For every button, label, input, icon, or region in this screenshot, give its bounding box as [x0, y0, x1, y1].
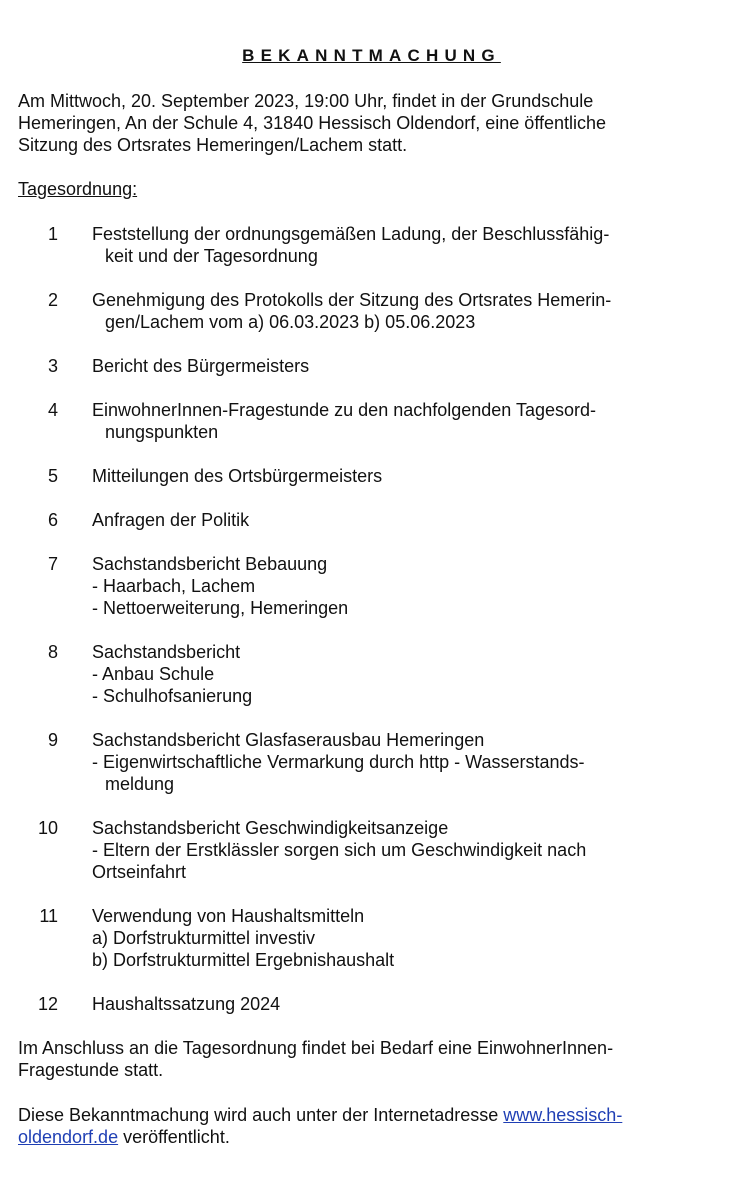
agenda-item-line: Genehmigung des Protokolls der Sitzung des Ortsrates Hemerin- — [92, 290, 612, 310]
agenda-item-line: gen/Lachem vom a) 06.03.2023 b) 05.06.2023 — [105, 312, 476, 332]
agenda-item — [18, 905, 703, 971]
closing-line: Im Anschluss an die Tagesordnung findet bei Bedarf eine EinwohnerInnen- — [18, 1038, 614, 1058]
agenda-item-number: 4 — [47, 400, 58, 420]
agenda-item — [18, 553, 703, 619]
agenda-item-number: 11 — [39, 906, 58, 926]
agenda-item — [18, 729, 703, 795]
agenda-item-number: 7 — [47, 554, 58, 574]
intro-paragraph — [18, 90, 703, 156]
agenda-item-line: - Haarbach, Lachem — [92, 576, 256, 596]
agenda-item-line: Sachstandsbericht Geschwindigkeitsanzeige — [92, 818, 449, 838]
agenda-item-line: Mitteilungen des Ortsbürgermeisters — [92, 466, 383, 486]
agenda-item-number: 12 — [37, 994, 58, 1014]
agenda-item-line: Feststellung der ordnungsgemäßen Ladung, der Beschlussfähig- — [92, 224, 610, 244]
agenda-item — [18, 355, 703, 377]
agenda-item — [18, 399, 703, 443]
agenda-item-text — [58, 399, 703, 443]
agenda-item-text — [58, 509, 703, 531]
agenda-item — [18, 641, 703, 707]
agenda-item-line: Ortseinfahrt — [92, 862, 187, 882]
footer-text-end: veröffentlicht. — [118, 1127, 230, 1147]
agenda-item — [18, 289, 703, 333]
agenda-item-line: Sachstandsbericht Bebauung — [92, 554, 328, 574]
agenda-item-text — [58, 355, 703, 377]
footer-text: Diese Bekanntmachung wird auch unter der Internetadresse — [18, 1105, 504, 1125]
agenda-item-line: keit und der Tagesordnung — [105, 246, 318, 266]
agenda-item-text — [58, 223, 703, 267]
agenda-item-text — [58, 993, 703, 1015]
agenda-item-number: 3 — [47, 356, 58, 376]
agenda-heading: Tagesordnung: — [18, 179, 138, 199]
agenda-item-number: 8 — [47, 642, 58, 662]
agenda-item-line: - Schulhofsanierung — [92, 686, 253, 706]
agenda-item-number: 5 — [47, 466, 58, 486]
agenda-item-line: Sachstandsbericht Glasfaserausbau Hemeringen — [92, 730, 485, 750]
intro-line: Hemeringen, An der Schule 4, 31840 Hessisch Oldendorf, eine öffentliche — [18, 113, 607, 133]
agenda-item — [18, 817, 703, 883]
agenda-item-number: 6 — [47, 510, 58, 530]
agenda-item-line: b) Dorfstrukturmittel Ergebnishaushalt — [92, 950, 395, 970]
agenda-item-line: Haushaltssatzung 2024 — [92, 994, 281, 1014]
agenda-item-line: - Eltern der Erstklässler sorgen sich um Geschwindigkeit nach — [92, 840, 587, 860]
agenda-item-text — [58, 289, 703, 333]
agenda-item-text — [58, 905, 703, 971]
agenda-item-text — [58, 641, 703, 707]
agenda-item-number: 10 — [37, 818, 58, 838]
agenda-item-text — [58, 817, 703, 883]
footer-paragraph — [18, 1104, 703, 1148]
agenda-item-line: Bericht des Bürgermeisters — [92, 356, 310, 376]
agenda-item-line: meldung — [105, 774, 175, 794]
agenda-item-line: Sachstandsbericht — [92, 642, 241, 662]
agenda-item-line: - Nettoerweiterung, Hemeringen — [92, 598, 349, 618]
intro-line: Am Mittwoch, 20. September 2023, 19:00 Uhr, findet in der Grundschule — [18, 91, 594, 111]
agenda-item-line: - Anbau Schule — [92, 664, 215, 684]
agenda-item — [18, 509, 703, 531]
agenda-item-line: - Eigenwirtschaftliche Vermarkung durch http - Wasserstands- — [92, 752, 585, 772]
agenda-item-line: Anfragen der Politik — [92, 510, 250, 530]
agenda-item — [18, 993, 703, 1015]
agenda-item — [18, 223, 703, 267]
closing-paragraph — [18, 1037, 703, 1081]
agenda-item — [18, 465, 703, 487]
website-link-continued[interactable]: oldendorf.de — [18, 1127, 119, 1147]
closing-line: Fragestunde statt. — [18, 1060, 164, 1080]
agenda-list — [18, 223, 703, 1015]
agenda-item-text — [58, 553, 703, 619]
agenda-item-text — [58, 465, 703, 487]
agenda-item-number: 2 — [47, 290, 58, 310]
agenda-item-line: Verwendung von Haushaltsmitteln — [92, 906, 365, 926]
agenda-item-line: nungspunkten — [105, 422, 219, 442]
page-title: BEKANNTMACHUNG — [242, 46, 501, 65]
agenda-item-line: EinwohnerInnen-Fragestunde zu den nachfolgenden Tagesord- — [92, 400, 597, 420]
agenda-item-number: 9 — [47, 730, 58, 750]
intro-line: Sitzung des Ortsrates Hemeringen/Lachem statt. — [18, 135, 408, 155]
agenda-item-line: a) Dorfstrukturmittel investiv — [92, 928, 316, 948]
agenda-item-text — [58, 729, 703, 795]
website-link[interactable]: www.hessisch- — [503, 1105, 623, 1125]
agenda-item-number: 1 — [47, 224, 58, 244]
